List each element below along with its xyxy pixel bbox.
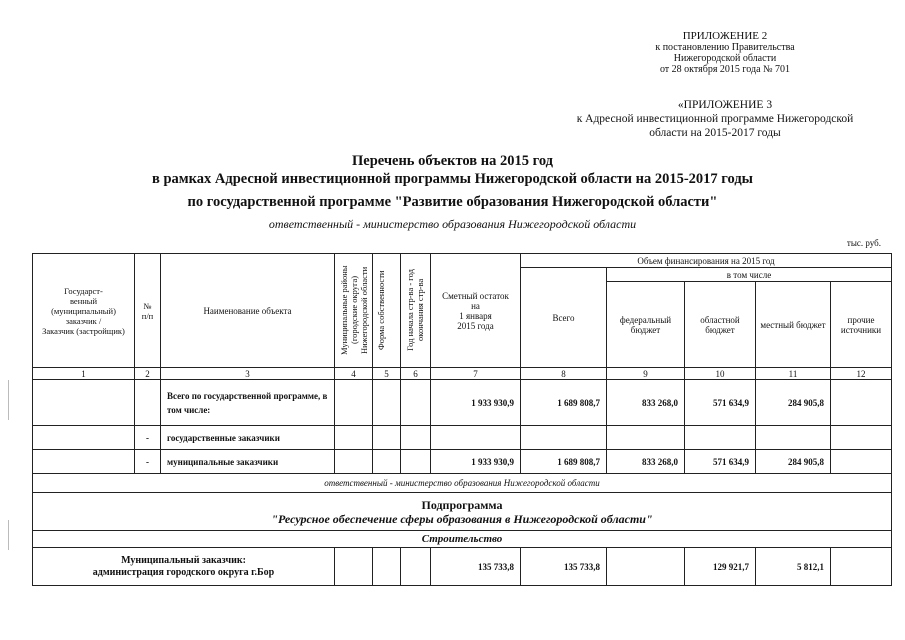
margin-mark	[8, 380, 9, 420]
appendix-2-block	[560, 31, 890, 75]
row-bor-customer-line2: администрация городского округа г.Бор	[92, 566, 275, 578]
header-other: прочие источники	[831, 282, 892, 368]
appendix-3-title: «ПРИЛОЖЕНИЕ 3	[677, 99, 773, 111]
row-municipal-regional: 571 634,9	[685, 450, 756, 474]
objects-table	[32, 253, 892, 586]
col-index: 4	[335, 368, 373, 380]
row-total-total: 1 689 808,7	[521, 380, 607, 426]
header-financing: Объем финансирования на 2015 год	[521, 254, 892, 268]
appendix-3-line: области на 2015-2017 годы	[649, 127, 781, 139]
subprogram-label: Подпрограмма	[421, 497, 503, 512]
header-num: № п/п	[135, 254, 161, 368]
row-bor-regional: 129 921,7	[685, 548, 756, 586]
header-ownership: Форма собственности	[373, 254, 401, 368]
row-bor-customer	[33, 548, 335, 586]
col-index: 5	[373, 368, 401, 380]
col-index: 10	[685, 368, 756, 380]
subprogram-name: "Ресурсное обеспечение сферы образования в Нижегородской области"	[271, 511, 653, 526]
appendix-2-line: к постановлению Правительства	[655, 42, 795, 53]
col-index: 2	[135, 368, 161, 380]
header-customer: Государст- венный (муниципальный) заказчик / Заказчик (застройщик)	[33, 254, 135, 368]
column-index-row	[33, 368, 892, 380]
appendix-2-line: Нижегородской области	[673, 53, 777, 64]
table-row-responsible	[33, 474, 892, 493]
header-including: в том числе	[607, 268, 892, 282]
unit-label: тыс. руб.	[846, 238, 881, 248]
header-regional: областной бюджет	[685, 282, 756, 368]
col-index: 12	[831, 368, 892, 380]
row-municipal-local: 284 905,8	[756, 450, 831, 474]
col-index: 6	[401, 368, 431, 380]
row-municipal-name: муниципальные заказчики	[161, 450, 335, 474]
header-total: Всего	[521, 268, 607, 368]
row-total-regional: 571 634,9	[685, 380, 756, 426]
row-state-dash: -	[135, 426, 161, 450]
col-index: 1	[33, 368, 135, 380]
appendix-2-line: от 28 октября 2015 года № 701	[659, 64, 791, 75]
col-index: 11	[756, 368, 831, 380]
row-municipal-balance: 1 933 930,9	[431, 450, 521, 474]
document-title-2: в рамках Адресной инвестиционной программы Нижегородской области на 2015-2017 годы	[151, 171, 754, 187]
responsible-line: ответственный - министерство образования Нижегородской области	[268, 217, 637, 231]
table-row-total	[33, 380, 892, 426]
col-index: 7	[431, 368, 521, 380]
header-federal: федеральный бюджет	[607, 282, 685, 368]
header-years: Год начала стр-ва - год окончания стр-ва	[401, 254, 431, 368]
appendix-2-title: ПРИЛОЖЕНИЕ 2	[682, 30, 768, 42]
document-title-1: Перечень объектов на 2015 год	[351, 153, 554, 169]
header-municipal-districts: Муниципальные районы (городские округа) Нижегородской области	[335, 254, 373, 368]
margin-mark	[8, 520, 9, 550]
row-municipal-total: 1 689 808,7	[521, 450, 607, 474]
row-bor-local: 5 812,1	[756, 548, 831, 586]
header-object-name: Наименование объекта	[161, 254, 335, 368]
header-local: местный бюджет	[756, 282, 831, 368]
col-index: 9	[607, 368, 685, 380]
row-bor-customer-line1: Муниципальный заказчик:	[121, 554, 246, 566]
appendix-3-line: к Адресной инвестиционной программе Нижегородской	[576, 113, 854, 125]
appendix-3-block	[540, 98, 890, 140]
header-balance: Сметный остаток на 1 января 2015 года	[431, 254, 521, 368]
row-total-name: Всего по государственной программе, в том числе:	[161, 380, 335, 426]
row-construction: Строительство	[33, 531, 892, 548]
table-row-construction	[33, 531, 892, 548]
row-total-local: 284 905,8	[756, 380, 831, 426]
row-total-balance: 1 933 930,9	[431, 380, 521, 426]
row-responsible: ответственный - министерство образования Нижегородской области	[33, 474, 892, 493]
row-municipal-dash: -	[135, 450, 161, 474]
table-row-subprogram	[33, 493, 892, 531]
row-bor-balance: 135 733,8	[431, 548, 521, 586]
row-total-federal: 833 268,0	[607, 380, 685, 426]
table-row-municipal	[33, 450, 892, 474]
table-row-state	[33, 426, 892, 450]
col-index: 8	[521, 368, 607, 380]
row-state-name: государственные заказчики	[161, 426, 335, 450]
document-title-3: по государственной программе "Развитие образования Нижегородской области"	[187, 194, 718, 210]
row-bor-total: 135 733,8	[521, 548, 607, 586]
row-municipal-federal: 833 268,0	[607, 450, 685, 474]
col-index: 3	[161, 368, 335, 380]
table-row-bor	[33, 548, 892, 586]
